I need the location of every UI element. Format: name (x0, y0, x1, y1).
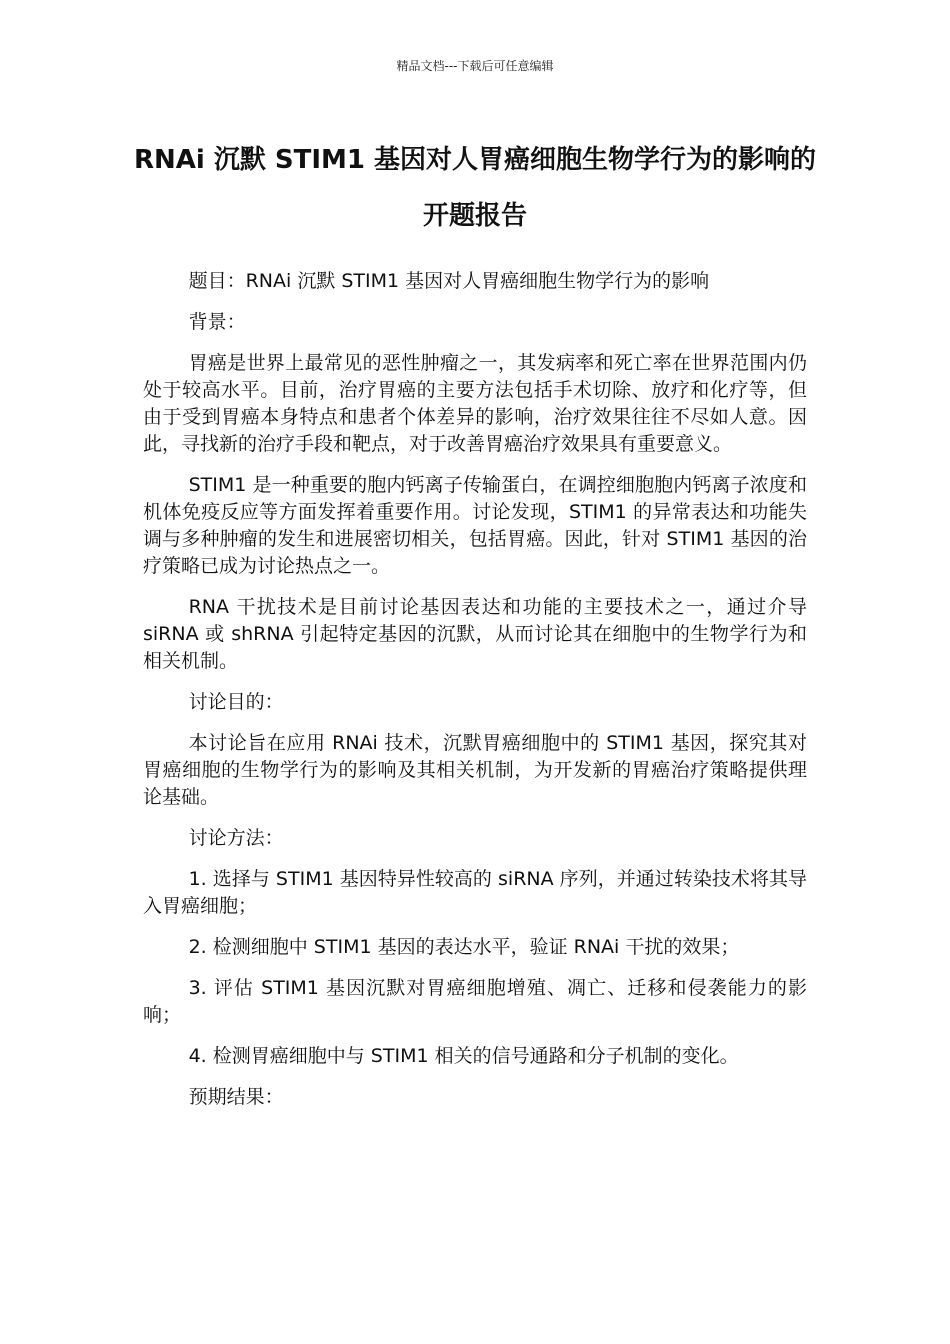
method-item-1: 1. 选择与 STIM1 基因特异性较高的 siRNA 序列，并通过转染技术将其导入胃癌细胞； (143, 868, 807, 917)
objective-paragraph: 本讨论旨在应用 RNAi 技术，沉默胃癌细胞中的 STIM1 基因，探究其对胃癌细胞的生物学行为的影响及其相关机制，为开发新的胃癌治疗策略提供理论基础。 (143, 732, 807, 808)
methods-heading: 讨论方法： (188, 827, 284, 849)
method-item-3: 3. 评估 STIM1 基因沉默对胃癌细胞增殖、凋亡、迁移和侵袭能力的影响； (143, 977, 807, 1026)
objective-heading: 讨论目的： (188, 691, 284, 713)
topic-line: 题目：RNAi 沉默 STIM1 基因对人胃癌细胞生物学行为的影响 (188, 270, 710, 292)
background-heading: 背景： (188, 311, 246, 333)
method-item-4: 4. 检测胃癌细胞中与 STIM1 相关的信号通路和分子机制的变化。 (188, 1045, 739, 1067)
background-paragraph-2: STIM1 是一种重要的胞内钙离子传输蛋白，在调控细胞胞内钙离子浓度和机体免疫反应等方面发挥着重要作用。讨论发现，STIM1 的异常表达和功能失调与多种肿瘤的发生和进展密切相关，包括胃癌。因此，针对 STIM1 基因的治疗策略已成为讨论热点之一。 (143, 474, 807, 577)
method-item-2: 2. 检测细胞中 STIM1 基因的表达水平，验证 RNAi 干扰的效果； (188, 936, 740, 958)
background-paragraph-1: 胃癌是世界上最常见的恶性肿瘤之一，其发病率和死亡率在世界范围内仍处于较高水平。目前，治疗胃癌的主要方法包括手术切除、放疗和化疗等，但由于受到胃癌本身特点和患者个体差异的影响，治疗效果往往不尽如人意。因此，寻找新的治疗手段和靶点，对于改善胃癌治疗效果具有重要意义。 (143, 352, 807, 455)
page-header-note: 精品文档---下载后可任意编辑 (396, 59, 554, 73)
background-paragraph-3: RNA 干扰技术是目前讨论基因表达和功能的主要技术之一，通过介导 siRNA 或 shRNA 引起特定基因的沉默，从而讨论其在细胞中的生物学行为和相关机制。 (143, 596, 807, 672)
document-body (143, 268, 807, 1125)
expected-results-heading: 预期结果： (188, 1086, 284, 1108)
document-title: RNAi 沉默 STIM1 基因对人胃癌细胞生物学行为的影响的开题报告 (133, 145, 817, 231)
